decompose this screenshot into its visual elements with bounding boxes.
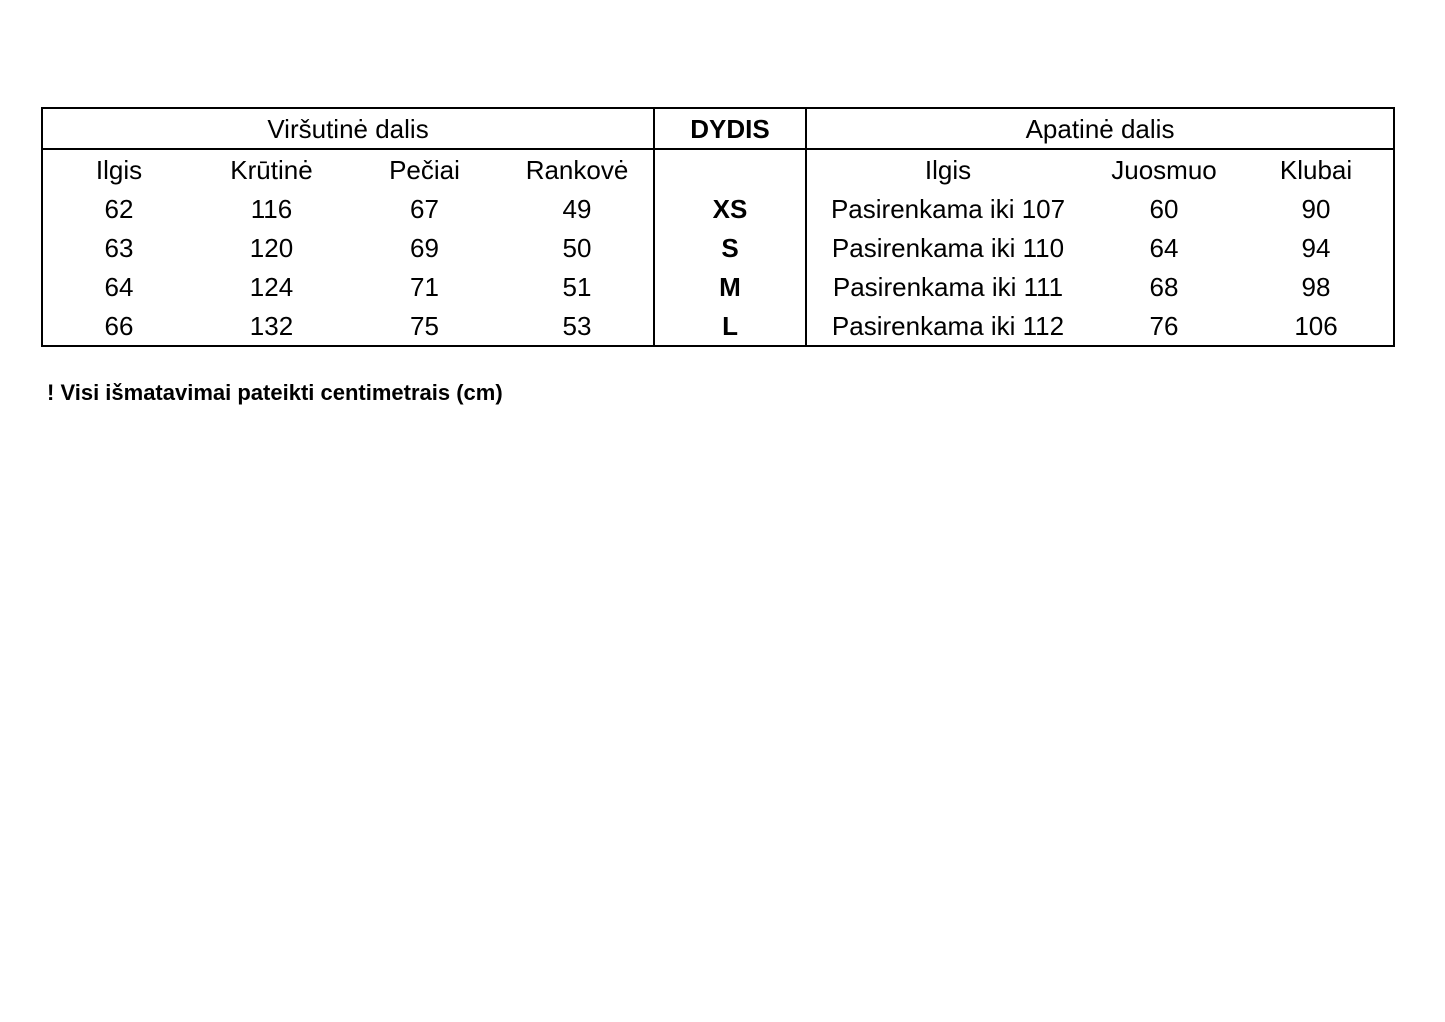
upper-length-cell: 64 [42,267,195,306]
upper-length-cell: 62 [42,189,195,228]
lower-part-title: Apatinė dalis [806,108,1394,149]
upper-sleeve-cell: 51 [501,267,654,306]
size-cell: S [654,228,806,267]
size-title: DYDIS [654,108,806,149]
lower-length-cell: Pasirenkama iki 107 [830,193,1066,224]
lower-hips-cell: 106 [1239,306,1394,346]
lower-hips-cell: 94 [1239,228,1394,267]
table-row [42,306,1394,346]
upper-chest-cell: 116 [250,193,293,224]
size-chart-table [41,107,1395,347]
lower-waist-cell: 76 [1089,306,1239,346]
upper-shoulders-cell: 75 [348,306,501,346]
column-header-row [42,149,1394,189]
lower-length-cell: Pasirenkama iki 110 [831,232,1065,263]
size-cell: M [654,267,806,306]
table-row [42,189,1394,228]
upper-length-cell: 63 [42,228,195,267]
upper-chest-cell: 132 [195,306,348,346]
upper-shoulders-cell: 69 [410,232,439,263]
upper-shoulders-cell: 67 [410,193,439,224]
upper-length-cell: 66 [42,306,195,346]
lower-length-cell: Pasirenkama iki 111 [832,271,1064,302]
measurement-note: ! Visi išmatavimai pateikti centimetrais (cm) [47,380,503,405]
table-row [42,228,1394,267]
upper-chest-cell: 124 [249,271,294,302]
lower-header-waist: Juosmuo [1111,154,1217,185]
table-row [42,267,1394,306]
lower-waist-cell: 68 [1149,271,1179,302]
lower-hips-cell: 98 [1239,267,1394,306]
upper-sleeve-cell: 53 [501,306,654,346]
upper-header-chest: Krūtinė [230,154,313,185]
lower-header-length: Ilgis [924,154,972,185]
group-header-row [42,108,1394,149]
size-header-empty [654,149,806,189]
upper-part-title: Viršutinė dalis [42,108,654,149]
size-cell: L [654,306,806,346]
lower-waist-cell: 64 [1149,232,1179,263]
lower-header-hips: Klubai [1239,149,1394,189]
upper-header-shoulders: Pečiai [389,154,460,185]
lower-hips-cell: 90 [1239,189,1394,228]
lower-waist-cell: 60 [1149,193,1179,224]
upper-shoulders-cell: 71 [410,271,439,302]
size-cell: XS [654,189,806,228]
upper-chest-cell: 120 [249,232,294,263]
upper-sleeve-cell: 50 [501,228,654,267]
upper-sleeve-cell: 49 [501,189,654,228]
upper-header-length: Ilgis [42,149,195,189]
upper-header-sleeve: Rankovė [501,149,654,189]
lower-length-cell: Pasirenkama iki 112 [806,306,1089,346]
